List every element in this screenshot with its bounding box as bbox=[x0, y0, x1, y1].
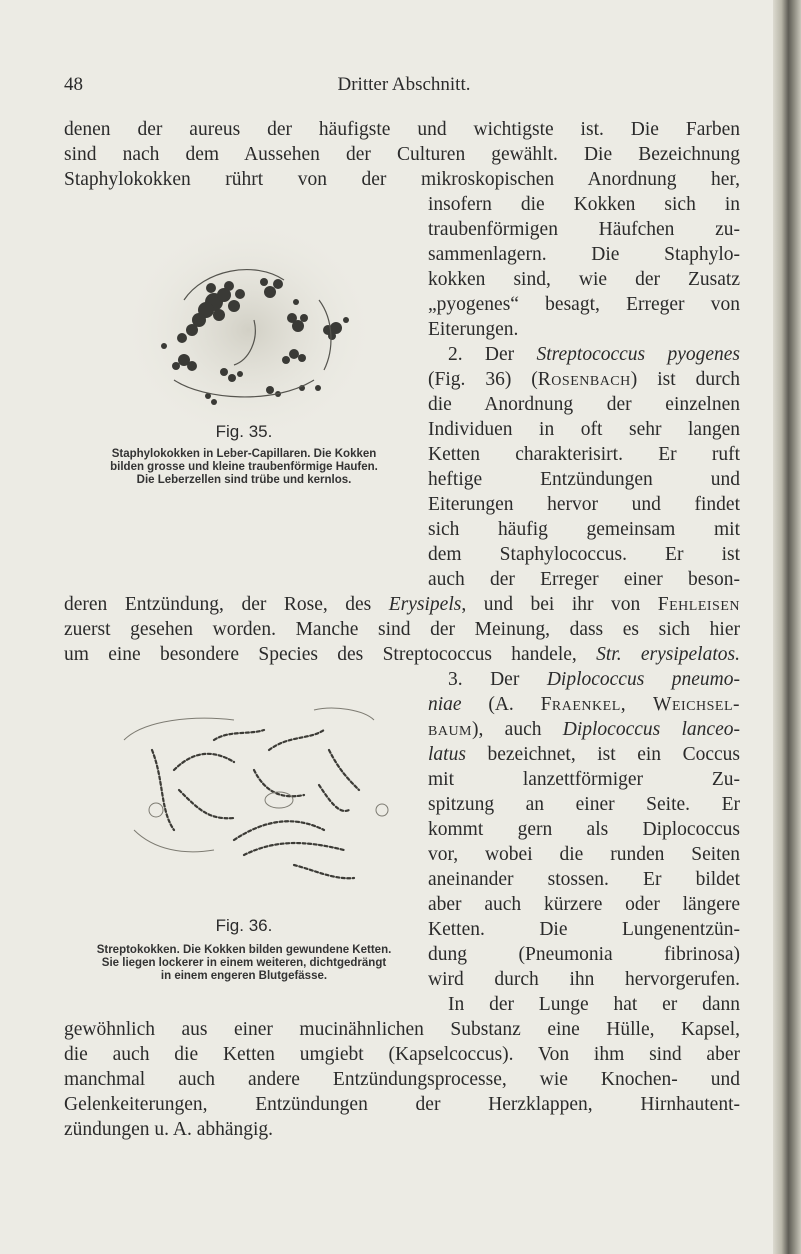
text-line: denen der aureus der häufigste und wichtigste ist. Die Farben bbox=[64, 119, 740, 140]
text-span: (A. bbox=[461, 694, 541, 715]
text-line: die auch die Ketten umgiebt (Kapselcoccus). Von ihm sind aber bbox=[64, 1044, 740, 1065]
page-header bbox=[64, 74, 744, 98]
text-line: In der Lunge hat er dann bbox=[448, 994, 740, 1015]
text-line: „pyogenes“ besagt, Erreger von bbox=[428, 294, 740, 315]
text-line bbox=[428, 668, 740, 692]
streptococci-micrograph bbox=[64, 690, 424, 910]
species-name: Str. erysipelatos. bbox=[596, 644, 740, 665]
text-line: Individuen in oft sehr langen bbox=[428, 419, 740, 440]
figure-label: Fig. 36. bbox=[215, 916, 273, 935]
species-name: Streptococcus pyogenes bbox=[536, 344, 741, 365]
text-line: zuerst gesehen worden. Manche sind der Meinung, dass es sich hier bbox=[64, 619, 740, 640]
text-line bbox=[428, 693, 740, 717]
text-line bbox=[428, 743, 740, 767]
caption-line: bilden grosse und kleine traubenförmige Haufen. bbox=[110, 461, 378, 473]
figure-36 bbox=[64, 690, 424, 1040]
text-line: aber auch kürzere oder längere bbox=[428, 894, 740, 915]
species-name: Diplococcus pneumo- bbox=[546, 669, 741, 690]
page-number: 48 bbox=[64, 74, 83, 95]
text-line: Eiterungen hervor und findet bbox=[428, 494, 740, 515]
caption-line: Sie liegen lockerer in einem weiteren, dichtgedrängt bbox=[101, 957, 387, 969]
text-line: zündungen u. A. abhängig. bbox=[64, 1119, 274, 1140]
species-name: latus bbox=[428, 744, 466, 765]
text-line bbox=[428, 368, 740, 392]
text-line: mit lanzettförmiger Zu- bbox=[428, 769, 740, 790]
text-line: dem Staphylococcus. Er ist bbox=[428, 544, 740, 565]
text-span: deren Entzündung, der Rose, des bbox=[64, 594, 389, 615]
text-line: gewöhnlich aus einer mucinähnlichen Substanz eine Hülle, Kapsel, bbox=[64, 1019, 740, 1040]
author-name: Fraenkel, Weichsel- bbox=[540, 694, 740, 715]
author-name: Fehleisen bbox=[657, 594, 741, 615]
caption-line: Staphylokokken in Leber-Capillaren. Die Kokken bbox=[111, 448, 377, 460]
text-line: manchmal auch andere Entzündungsprocesse, wie Knochen- und bbox=[64, 1069, 740, 1090]
text-line: Gelenkeiterungen, Entzündungen der Herzklappen, Hirnhautent- bbox=[64, 1094, 740, 1115]
text-line: traubenförmigen Häufchen zu- bbox=[428, 219, 740, 240]
text-line: sammenlagern. Die Staphylo- bbox=[428, 244, 740, 265]
text-line: Ketten charakterisirt. Er ruft bbox=[428, 444, 740, 465]
text-line: dung (Pneumonia fibrinosa) bbox=[428, 944, 740, 965]
text-span: 3. Der bbox=[448, 669, 547, 690]
page-edge-shadow bbox=[773, 0, 801, 1254]
text-line bbox=[428, 718, 740, 742]
running-title: Dritter Abschnitt. bbox=[337, 74, 471, 95]
figure-caption bbox=[64, 944, 424, 983]
disease-name: Erysipels bbox=[388, 594, 462, 615]
text-span: 2. Der bbox=[448, 344, 537, 365]
caption-line: Streptokokken. Die Kokken bilden gewundene Ketten. bbox=[96, 944, 392, 956]
text-line: sind nach dem Aussehen der Culturen gewählt. Die Bezeichnung bbox=[64, 144, 740, 165]
text-line: aneinander stossen. Er bildet bbox=[428, 869, 740, 890]
text-span: (Fig. 36) ( bbox=[428, 369, 538, 390]
text-span: ), auch bbox=[472, 719, 563, 740]
text-line: spitzung an einer Seite. Er bbox=[428, 794, 740, 815]
text-line: auch der Erreger einer beson- bbox=[428, 569, 740, 590]
text-span: um eine besondere Species des Streptococcus handele, bbox=[64, 644, 597, 665]
figure-label: Fig. 35. bbox=[215, 422, 273, 441]
text-line: wird durch ihn hervorgerufen. bbox=[428, 969, 740, 990]
text-line bbox=[64, 643, 740, 667]
figure-35 bbox=[64, 190, 424, 520]
text-line: kommt gern als Diplococcus bbox=[428, 819, 740, 840]
text-line bbox=[428, 343, 740, 367]
text-line: heftige Entzündungen und bbox=[428, 469, 740, 490]
text-line: Eiterungen. bbox=[428, 319, 519, 340]
caption-line: in einem engeren Blutgefässe. bbox=[160, 970, 328, 982]
text-line: vor, wobei die runden Seiten bbox=[428, 844, 740, 865]
text-span: , und bei ihr von bbox=[461, 594, 658, 615]
species-name: niae bbox=[428, 694, 462, 715]
text-line bbox=[64, 593, 740, 617]
figure-caption bbox=[64, 448, 424, 487]
text-span: ) ist durch bbox=[630, 369, 740, 390]
author-name: Rosenbach bbox=[537, 369, 631, 390]
author-name: baum bbox=[428, 719, 473, 740]
text-line: Ketten. Die Lungenentzün- bbox=[428, 919, 740, 940]
text-line: die Anordnung der einzelnen bbox=[428, 394, 740, 415]
text-line: Staphylokokken rührt von der mikroskopischen Anordnung her, bbox=[64, 169, 740, 190]
species-name: Diplococcus lanceo- bbox=[562, 719, 740, 740]
caption-line: Die Leberzellen sind trübe und kernlos. bbox=[136, 474, 352, 486]
text-line: insofern die Kokken sich in bbox=[428, 194, 740, 215]
text-line: kokken sind, wie der Zusatz bbox=[428, 269, 740, 290]
text-line: sich häufig gemeinsam mit bbox=[428, 519, 740, 540]
text-span: bezeichnet, ist ein Coccus bbox=[465, 744, 740, 765]
